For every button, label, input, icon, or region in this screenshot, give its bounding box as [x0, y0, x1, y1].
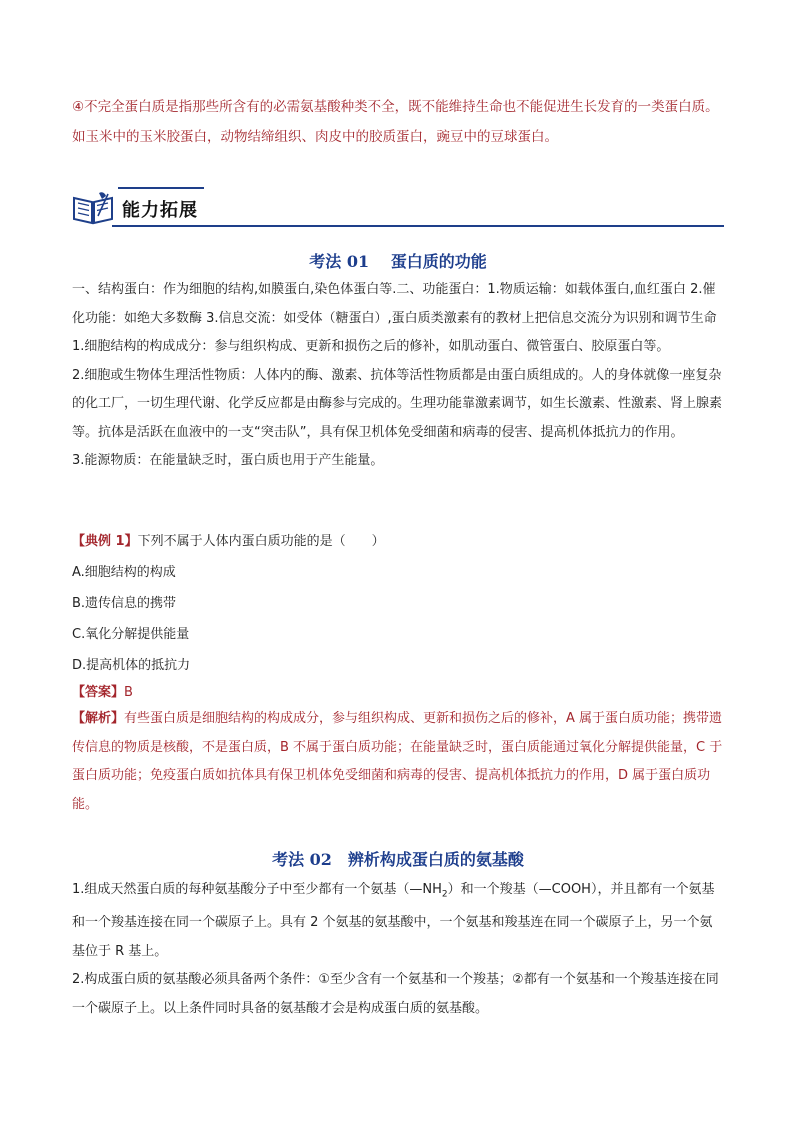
banner-top-rule	[118, 187, 204, 189]
section-banner	[72, 186, 724, 230]
p1-before: 1.组成天然蛋白质的每种氨基酸分子中至少都有一个氨基（—NH	[72, 882, 442, 897]
option-d: D.提高机体的抵抗力	[72, 658, 191, 673]
analysis-label: 【解析】	[72, 711, 125, 726]
example-question-text: 下列不属于人体内蛋白质功能的是（ ）	[137, 534, 385, 549]
option-b: B.遗传信息的携带	[72, 596, 177, 611]
answer-line	[72, 681, 724, 705]
example-question	[72, 526, 724, 557]
section1-body	[72, 276, 724, 476]
section2-paragraph-1	[72, 876, 724, 966]
section2-paragraph-2: 2.构成蛋白质的氨基酸必须具备两个条件：①至少含有一个氨基和一个羧基；②都有一个氨基和一个羧基连接在同一个碳原子上。以上条件同时具备的氨基酸才会是构成蛋白质的氨基酸。	[72, 972, 719, 1016]
open-book-icon	[72, 190, 114, 226]
example-block	[72, 526, 724, 819]
section1-paragraph: 2.细胞或生物体生理活性物质：人体内的酶、激素、抗体等活性物质都是由蛋白质组成的。人的身体就像一座复杂的化工厂，一切生理代谢、化学反应都是由酶参与完成的。生理功能靠激素调节，如生长激素、性激素、肾上腺素等。抗体是活跃在血液中的一支“突击队”，具有保卫机体免受细菌和病毒的侵害、提高机体抵抗力的作用。	[72, 367, 723, 440]
section1-title: 考法 01 蛋白质的功能	[309, 252, 487, 271]
analysis-text: 有些蛋白质是细胞结构的构成成分，参与组织构成、更新和损伤之后的修补，A 属于蛋白质功能；携带遗传信息的物质是核酸，不是蛋白质，B 不属于蛋白质功能；在能量缺乏时，蛋白质能通过氧化分解提供能量，C 于蛋白质功能；免疫蛋白质如抗体具有保卫机体免受细菌和病毒的侵害、提高机体抵抗力的作用，D 属于蛋白质功能。	[72, 711, 723, 812]
p1-after: ）和一个羧基（—COOH），并且都有一个氨基和一个羧基连接在同一个碳原子上。具有 2 个氨基的氨基酸中，一个氨基和羧基连在同一个碳原子上，另一个氨基位于 R 基上。	[72, 882, 715, 959]
section1-paragraph: 3.能源物质：在能量缺乏时，蛋白质也用于产生能量。	[72, 453, 384, 468]
section2-body	[72, 876, 724, 1023]
answer-value: B	[124, 685, 133, 700]
option-a: A.细胞结构的构成	[72, 565, 176, 580]
section1-paragraph: 1.细胞结构的构成成分：参与组织构成、更新和损伤之后的修补，如肌动蛋白、微管蛋白、胶原蛋白等。	[72, 339, 670, 354]
answer-label: 【答案】	[72, 685, 125, 700]
example-label: 【典例 1】	[72, 534, 138, 549]
intro-text: ④不完全蛋白质是指那些所含有的必需氨基酸种类不全，既不能维持生命也不能促进生长发育的一类蛋白质。如玉米中的玉米胶蛋白，动物结缔组织、肉皮中的胶质蛋白，豌豆中的豆球蛋白。	[72, 99, 719, 145]
banner-title: 能力拓展	[122, 200, 198, 221]
intro-paragraph	[72, 92, 724, 152]
banner-bottom-rule	[112, 225, 724, 227]
section2-title: 考法 02 辨析构成蛋白质的氨基酸	[272, 850, 524, 869]
option-c: C.氧化分解提供能量	[72, 627, 190, 642]
p1-subscript: 2	[441, 889, 448, 900]
section1-paragraph: 一、结构蛋白：作为细胞的结构,如膜蛋白,染色体蛋白等.二、功能蛋白：1.物质运输：如载体蛋白,血红蛋白 2.催化功能：如绝大多数酶 3.信息交流：如受体（糖蛋白）,蛋白质类激素有的教材上把信息交流分为识别和调节生命	[72, 282, 717, 326]
analysis-paragraph	[72, 705, 724, 819]
